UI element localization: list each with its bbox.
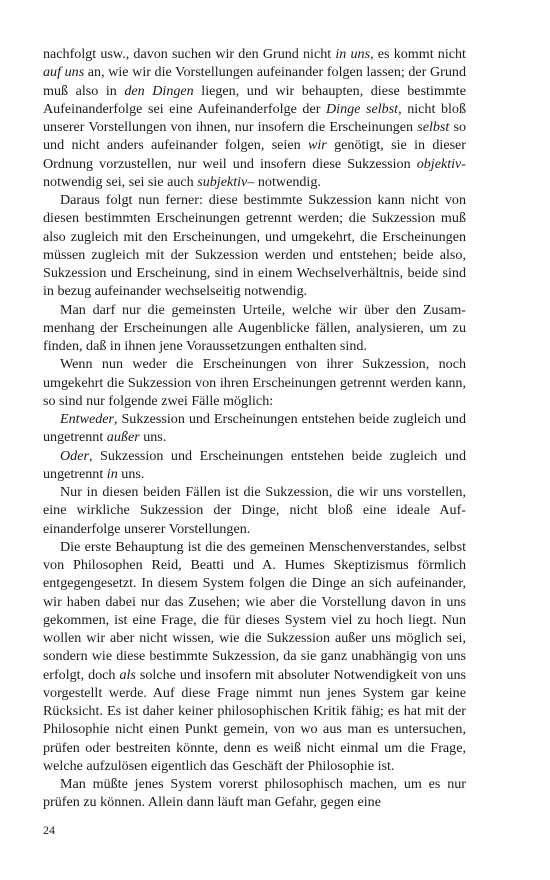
text-run: nachfolgt usw., davon suchen wir den Grund nicht [43, 46, 336, 62]
italic-run: wir [307, 137, 327, 154]
italic-run: als [119, 666, 136, 683]
italic-run: in [106, 465, 118, 482]
paragraph [43, 355, 466, 410]
text-run: Daraus folgt nun ferner: diese bestimmte Sukzession kann nicht von diesen bestimmten Erscheinungen getrennt werden; die Sukzession muß also zugleich mit den Erscheinungen, und umgekehrt, die Erscheinungen müssen zugleich mit der Sukzession werden und entstehen; beide also, Sukzession und Erscheinung, sind in einem Wechselverhältnis, beide sind in bezug aufeinander wechselseitig notwendig. [43, 192, 466, 300]
paragraph [43, 447, 466, 484]
text-run: Man darf nur die gemeinsten Urteile, welche wir über den Zusammenhang der Erscheinungen alle Augenblicke fällen, analysieren, um zu finden, daß in ihnen jene Voraussetzungen enthalten sind. [43, 301, 466, 354]
text-run: liegen, und wir behaupten, diese bestimmte Aufeinanderfolge sei eine Aufeinanderfolge der [43, 82, 466, 117]
text-run: -notwendig sei, sei sie auch [43, 155, 466, 190]
text-run: , es kommt nicht [370, 46, 466, 62]
text-run: Nur in diesen beiden Fällen ist die Sukzession, die wir uns vorstellen, eine wirkliche Sukzession der Dinge, nicht bloß eine ideale Aufeinanderfolge unserer Vorstellungen. [43, 484, 466, 537]
text-run: so und nicht anders aufeinander folgen, seien [43, 119, 466, 154]
italic-run: auf uns [43, 64, 85, 81]
italic-run: objektiv [416, 155, 462, 172]
text-run: an, wie wir die Vorstellungen aufeinander folgen lassen; der Grund muß also in [43, 64, 466, 99]
text-run: – notwendig. [247, 173, 321, 190]
text-run: uns. [139, 429, 167, 446]
italic-run: Dinge selbst [325, 100, 399, 117]
italic-run: außer [106, 429, 140, 446]
text-run: , nicht bloß unserer Vorstellungen von ihnen, nur insofern die Erscheinungen [43, 100, 467, 135]
paragraph [43, 410, 466, 447]
paragraph [43, 538, 466, 775]
italic-run: Oder [60, 447, 89, 464]
text-run: uns. [117, 465, 145, 482]
text-run: Man müßte jenes System vorerst philosophisch machen, um es nur prüfen zu können. Allein dann läuft man Gefahr, gegen eine [43, 776, 466, 811]
italic-run: subjektiv [197, 173, 248, 190]
page-number: 24 [43, 823, 55, 837]
body-text [43, 45, 466, 812]
italic-run: Entweder [60, 411, 115, 427]
text-run: Wenn nun weder die Erscheinungen von ihrer Sukzession, noch umgekehrt die Sukzession von ihren Erscheinungen getrennt werden kann, so sind nur folgende zwei Fälle möglich: [43, 356, 466, 409]
paragraph [43, 775, 466, 812]
text-run: solche und insofern mit absoluter Notwendigkeit von uns vorgestellt werde. Auf diese Frage nimmt nun jenes System gar keine Rücksicht. Es ist daher keiner philosophischen Kritik fähig; es hat mit der Philosophie nicht einen Punkt gemein, von wo aus man es untersuchen, prüfen oder bestreiten könnte, denn es weiß nicht einmal um die Frage, welche aufzulösen eigentlich das Geschäft der Philosophie ist. [43, 666, 466, 774]
italic-run: den Dingen [124, 82, 194, 99]
text-run: Die erste Behauptung ist die des gemeinen Menschenverstandes, selbst von Philosophen Reid, Beatti und A. Humes Skeptizismus förmlich entgegengesetzt. In diesem System folgen die Dinge an sich aufeinander, wir haben dabei nur das Zusehen; wie aber die Vorstellung davon in uns gekommen, ist eine Frage, die für dieses System viel zu hoch liegt. Nun wollen wir aber nicht wissen, wie die Sukzession außer uns möglich sei, sondern wie diese bestimmte Sukzession, da sie ganz unabhängig von uns erfolgt, doch [43, 538, 466, 683]
text-run: , Sukzession und Erscheinungen entstehen beide zugleich und ungetrennt [43, 447, 466, 482]
italic-run: in uns [335, 46, 371, 62]
text-run: genötigt, sie in dieser Ordnung vorzustellen, nur weil und insofern diese Sukzession [43, 137, 467, 172]
paragraph [43, 301, 466, 356]
paragraph [43, 45, 466, 191]
paragraph [43, 483, 466, 538]
paragraph [43, 191, 466, 301]
text-run: , Sukzession und Erscheinungen entstehen beide zugleich und ungetrennt [43, 411, 466, 446]
italic-run: selbst [417, 119, 450, 135]
